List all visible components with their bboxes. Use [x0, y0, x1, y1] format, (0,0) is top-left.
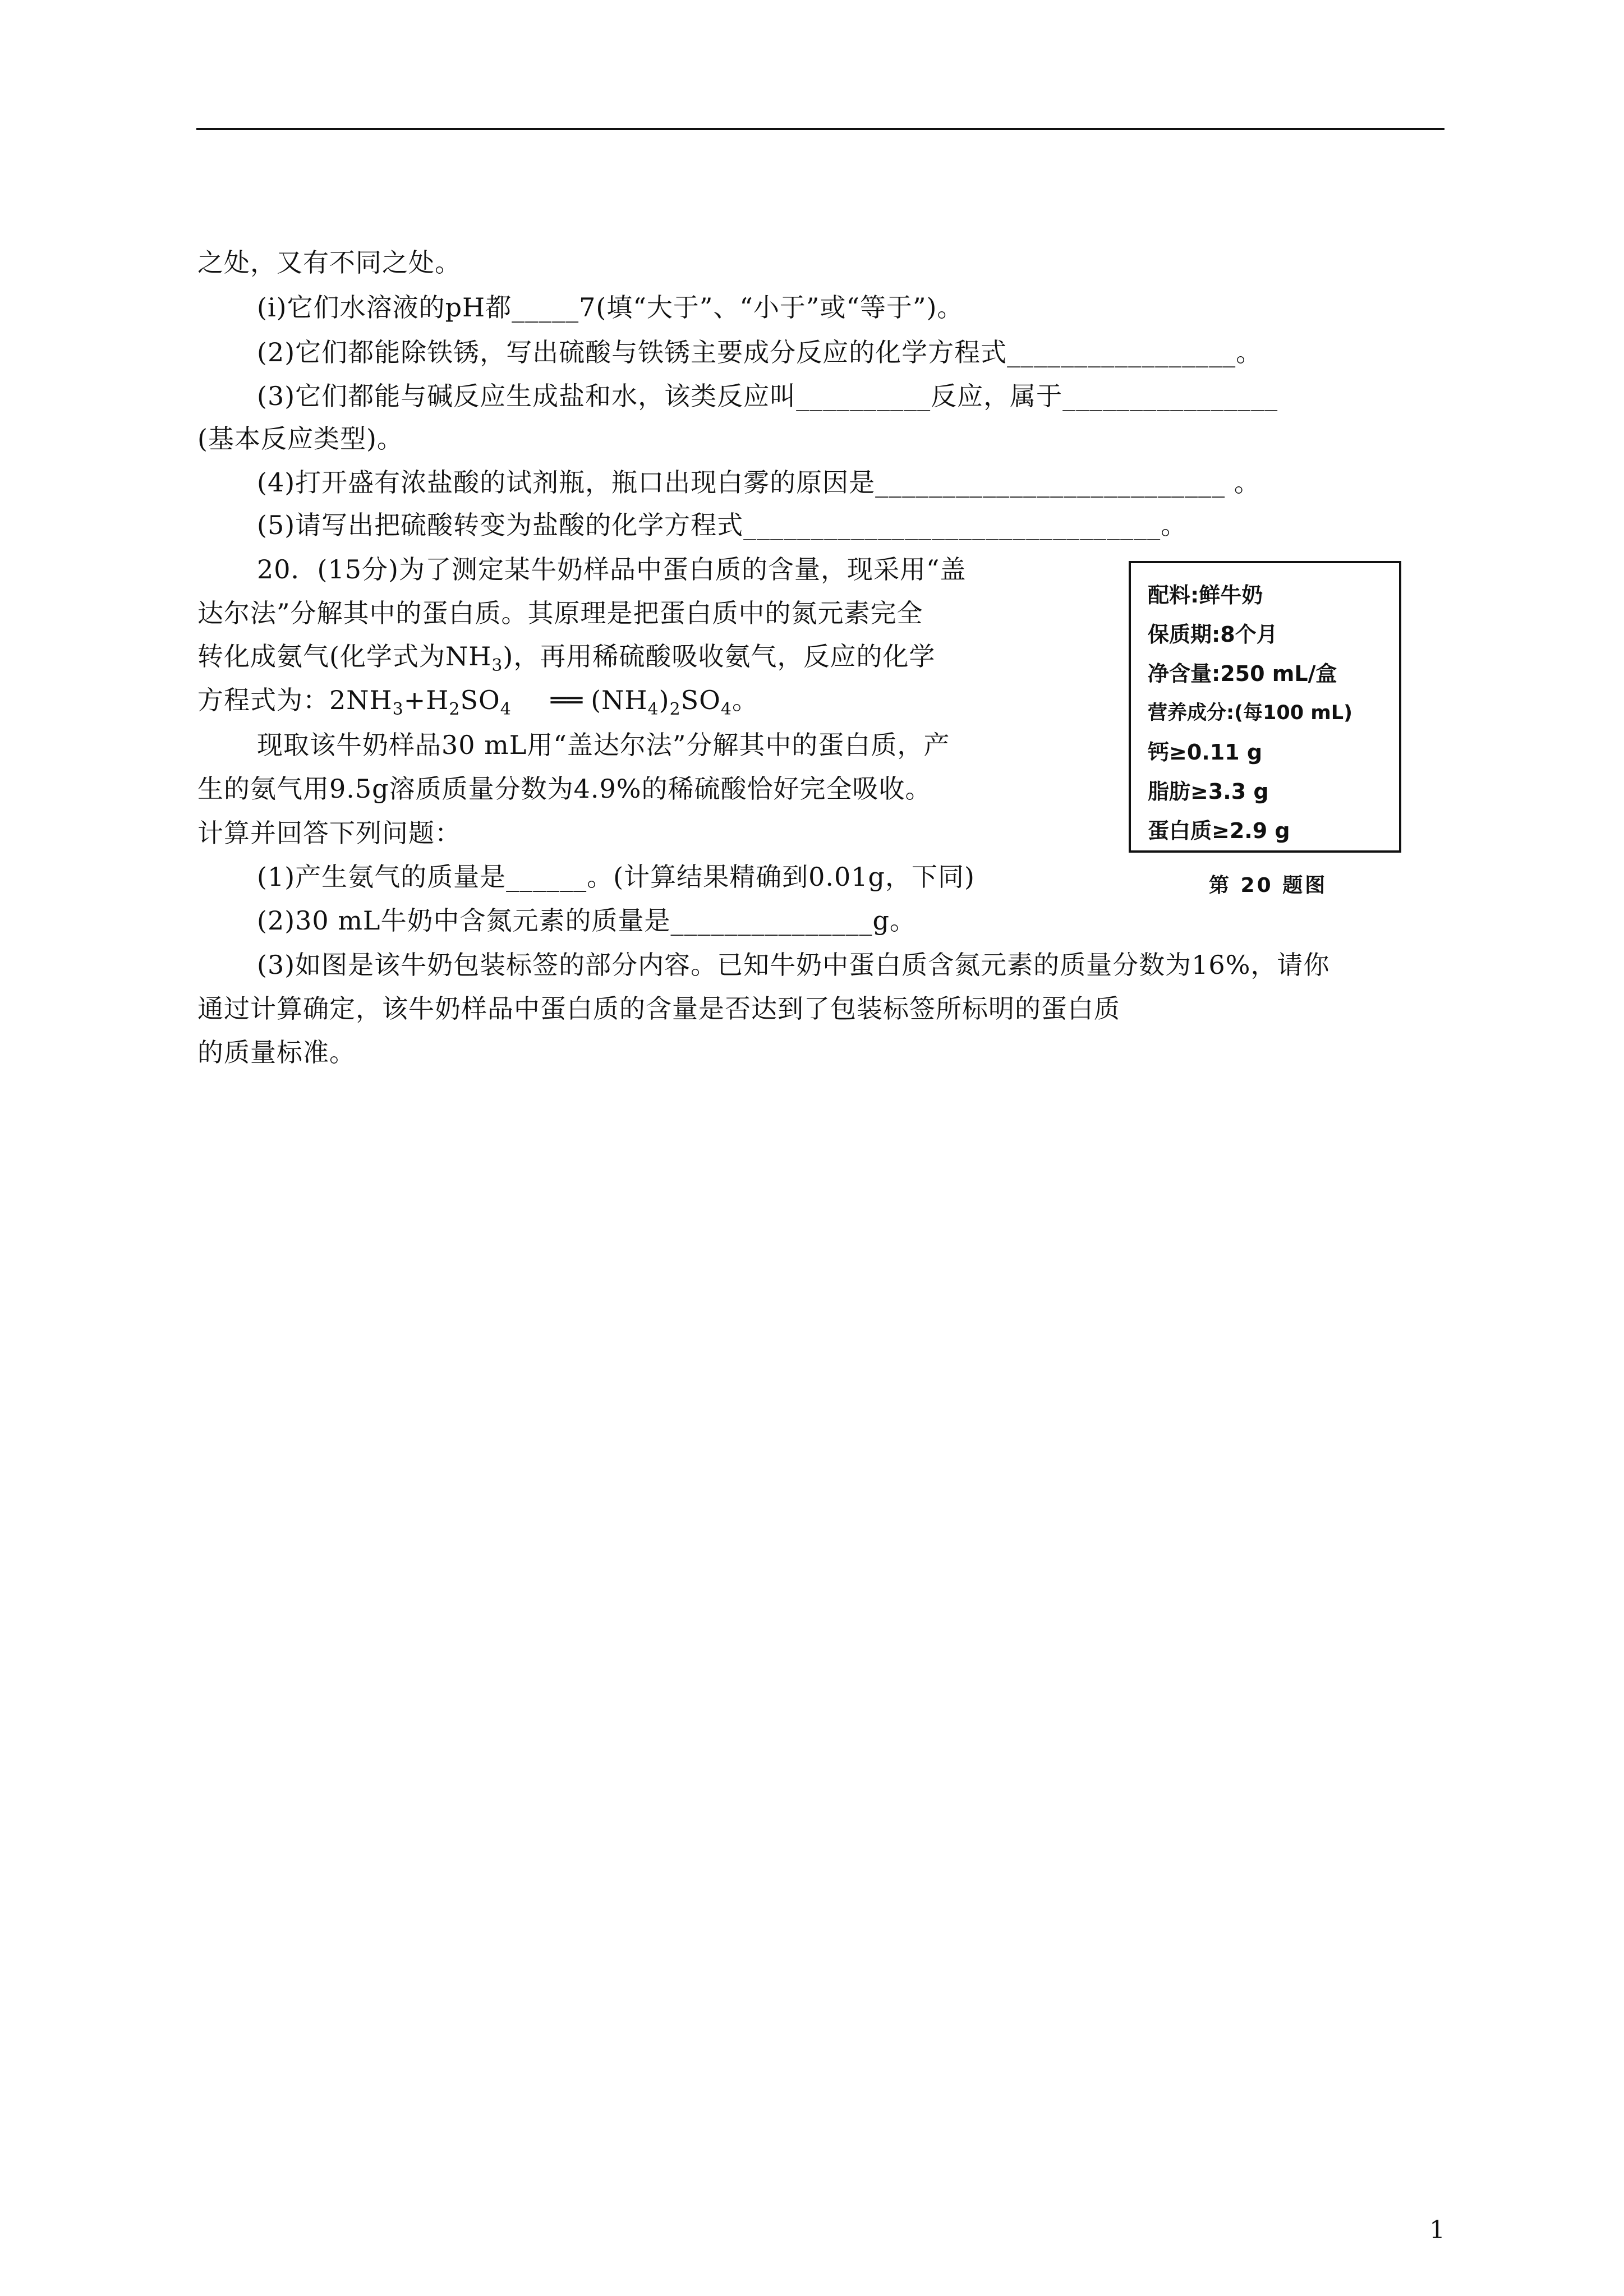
page-number: 1 [1429, 2216, 1445, 2244]
question-19-part-5: (5)请写出把硫酸转变为盐酸的化学方程式_______________________________。 [257, 510, 1188, 540]
label-row: 钙≥0.11 g [1148, 740, 1263, 765]
header-rule [196, 128, 1444, 130]
label-row: 配料:鲜牛奶 [1148, 583, 1263, 608]
text-line: 生的氨气用9.5g溶质质量分数为4.9%的稀硫酸恰好完全吸收。 [197, 774, 932, 804]
text-line: (基本反应类型)。 [197, 424, 403, 454]
milk-label-box [1129, 561, 1401, 853]
chemical-equation: 方程式为：$2NH_3+H_2SO_4$ ══ $(NH_4)_2SO_4$。 [197, 685, 758, 720]
text-line: 达尔法”分解其中的蛋白质。其原理是把蛋白质中的氮元素完全 [197, 598, 923, 628]
text-line: 之处，又有不同之处。 [197, 247, 461, 278]
text-line: 通过计算确定，该牛奶样品中蛋白质的含量是否达到了包装标签所标明的蛋白质 [197, 993, 1120, 1024]
text-line: 现取该牛奶样品30 mL用“盖达尔法”分解其中的蛋白质，产 [257, 730, 950, 760]
text-line: 计算并回答下列问题： [197, 818, 461, 848]
label-row: 保质期:8个月 [1148, 622, 1278, 647]
question-19-part-4: (4)打开盛有浓盐酸的试剂瓶，瓶口出现白雾的原因是__________________________ 。 [257, 467, 1260, 498]
question-19-part-3: (3)它们都能与碱反应生成盐和水，该类反应叫__________反应，属于________________ [257, 381, 1278, 411]
question-19-part-1: (i)它们水溶液的pH都_____7(填“大于”、“小于”或“等于”)。 [257, 292, 964, 323]
label-row: 营养成分:(每100 mL) [1148, 702, 1353, 724]
question-20-stem: 20．(15分)为了测定某牛奶样品中蛋白质的含量，现采用“盖 [257, 554, 967, 585]
label-row: 脂肪≥3.3 g [1148, 779, 1269, 804]
question-20-part-3: (3)如图是该牛奶包装标签的部分内容。已知牛奶中蛋白质含氮元素的质量分数为16%，请你 [257, 950, 1330, 980]
question-20-part-2: (2)30 mL牛奶中含氮元素的质量是_______________g。 [257, 905, 916, 936]
question-19-part-2: (2)它们都能除铁锈，写出硫酸与铁锈主要成分反应的化学方程式_________________。 [257, 337, 1263, 367]
text-line: 的质量标准。 [197, 1037, 356, 1068]
question-20-part-1: (1)产生氨气的质量是______。(计算结果精确到0.01g，下同) [257, 862, 975, 892]
label-row: 净含量:250 mL/盒 [1148, 661, 1337, 686]
text-line: 转化成氨气(化学式为$NH_3$)，再用稀硫酸吸收氨气，反应的化学 [197, 641, 936, 676]
label-row: 蛋白质≥2.9 g [1148, 818, 1290, 843]
figure-caption: 第 20 题图 [1209, 874, 1328, 897]
